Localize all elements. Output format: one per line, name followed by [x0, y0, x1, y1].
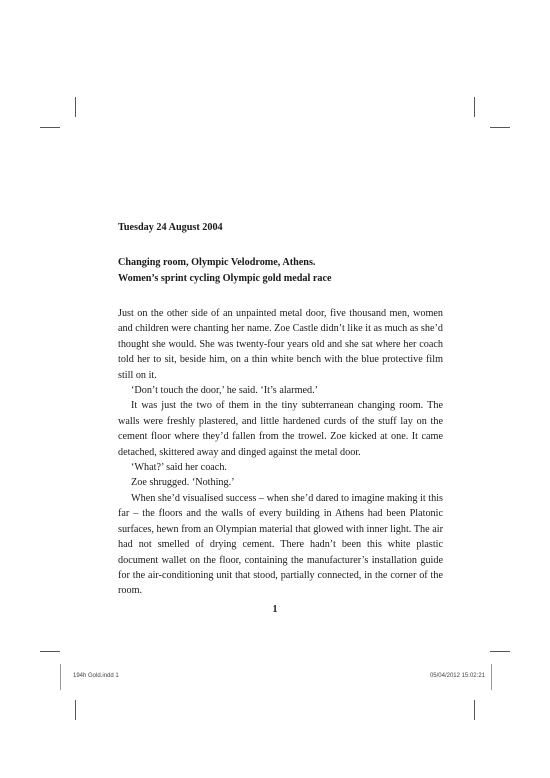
body-text [118, 306, 443, 599]
page-number: 1 [272, 604, 278, 615]
crop-mark-bottom-right-h [490, 651, 510, 652]
text-block [118, 220, 443, 599]
crop-mark-top-left [75, 97, 76, 117]
print-slug [60, 664, 492, 690]
chapter-heading [118, 255, 443, 287]
date-line: Tuesday 24 August 2004 [118, 222, 223, 233]
paragraph: Zoe shrugged. ‘Nothing.’ [131, 477, 235, 489]
paragraph: ‘Don’t touch the door,’ he said. ‘It’s alarmed.’ [131, 385, 319, 397]
crop-mark-bottom-left-h [40, 651, 60, 652]
slug-file-name: 194h Gold.indd 1 [73, 673, 119, 679]
crop-mark-top-left-h [40, 127, 60, 128]
crop-mark-bottom-right [474, 700, 475, 720]
paragraph: Just on the other side of an unpainted metal door, five thousand men, women and children were chanting her name. Zoe Castle didn’t like it as much as she’d thought she would. She was twenty-four years old and she sat where her coach told her to sit, beside him, on a thin white bench with the blue protective film still on it. [118, 308, 443, 381]
paragraph: When she’d visualised success – when she’d dared to imagine making it this far – the floors and the walls of every building in Athens had been Platonic surfaces, hewn from an Olympian material that glowed with inner light. The air had not smelled of drying cement. There hadn’t been this white plastic document wallet on the floor, containing the manufacturer’s installation guide for the air-conditioning unit that stood, partially connected, in the corner of the room. [118, 492, 443, 597]
crop-mark-top-right [474, 97, 475, 117]
crop-mark-top-right-h [490, 127, 510, 128]
slug-datetime: 05/04/2012 15:02:21 [429, 673, 485, 679]
paragraph: It was just the two of them in the tiny subterranean changing room. The walls were freshly plastered, and little hardened curds of the stuff lay on the cement floor where they’d fallen from the trowel. Zoe kicked at one. It came detached, skittered away and dinged against the metal door. [118, 400, 443, 458]
paragraph: ‘What?’ said her coach. [131, 462, 227, 474]
heading-line-event: Women’s sprint cycling Olympic gold medal race [118, 273, 332, 284]
heading-line-location: Changing room, Olympic Velodrome, Athens. [118, 257, 316, 268]
crop-mark-bottom-left [75, 700, 76, 720]
